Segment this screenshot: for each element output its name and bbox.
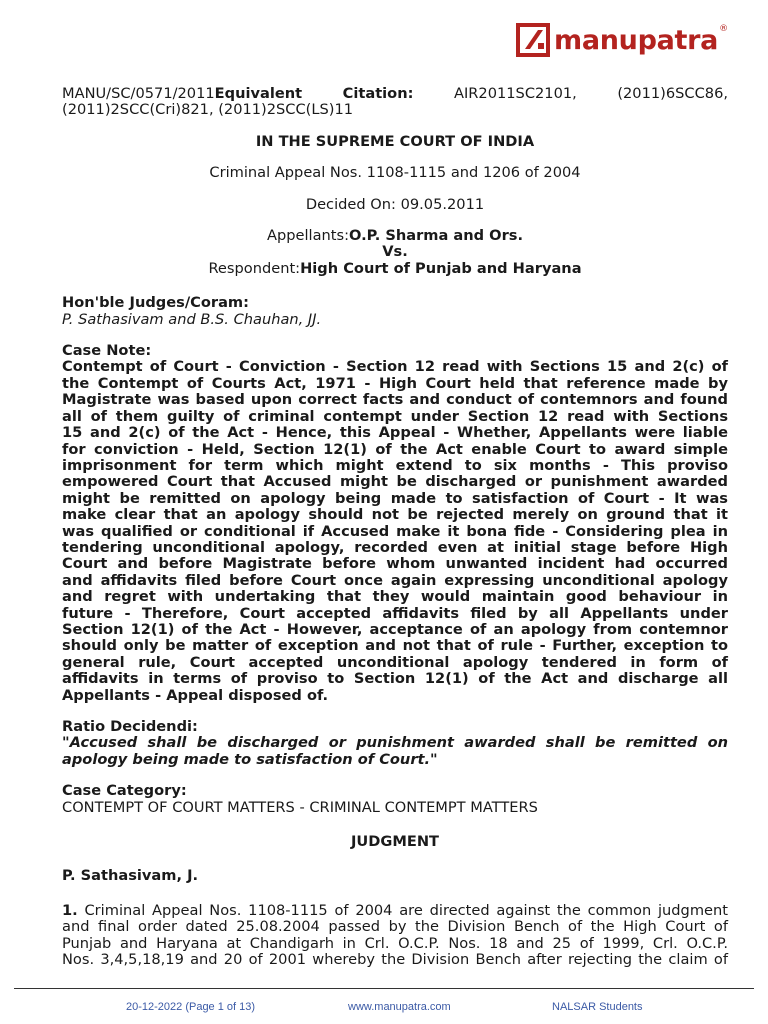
case-note-line: and regret with undertaking that they would maintain good behaviour in [62, 588, 728, 606]
case-note-line: Contempt of Court - Conviction - Section 12 read with Sections 15 and 2(c) of [62, 358, 728, 376]
case-note-line: 15 and 2(c) of the Act - Hence, this Appeal - Whether, Appellants were liable [62, 424, 728, 442]
case-note-line: Section 12(1) of the Act - However, acceptance of an apology from contemnor [62, 620, 728, 638]
footer-licensee: NALSAR Students [552, 1001, 643, 1013]
logo-text: manupatra [554, 24, 719, 56]
case-note-line: Magistrate was based upon correct facts and conduct of contemnors and found [62, 391, 728, 409]
respondent-label: Respondent: [208, 259, 301, 277]
appellants-name: O.P. Sharma and Ors. [349, 227, 523, 245]
case-note-line: for conviction - Held, Section 12(1) of the Act enable Court to award simple [62, 440, 728, 458]
case-category-heading: Case Category: [62, 782, 187, 800]
citation-label: Citation: [342, 85, 414, 102]
manupatra-logo [516, 22, 728, 58]
case-note-line: affidavits in terms of proviso to Section 12(1) of the Act and discharge all [62, 670, 728, 688]
case-note-line: was qualified or conditional if Accused make it bona fide - Considering plea in [62, 522, 728, 540]
case-note-line: and affidavits filed before Court once again expressing unconditional apology [62, 571, 728, 589]
para-number: 1. [62, 901, 78, 919]
registered-mark: ® [719, 24, 729, 34]
para-1-line: and final order dated 25.08.2004 passed by the Division Bench of the High Court of [62, 918, 728, 936]
equivalent-label: Equivalent [214, 85, 303, 102]
appeal-numbers: Criminal Appeal Nos. 1108-1115 and 1206 of 2004 [209, 164, 581, 182]
para-1-line: Punjab and Haryana at Chandigarh in Crl. O.C.P. Nos. 18 and 25 of 1999, Crl. O.C.P. [62, 934, 728, 952]
judges-heading: Hon'ble Judges/Coram: [62, 294, 249, 312]
case-note-line: should only be matter of exception and not that of rule - Further, exception to [62, 637, 728, 655]
case-note-line: make clear that an apology should not be rejected merely on ground that it [62, 506, 728, 524]
ratio-line-1: "Accused shall be discharged or punishment awarded shall be remitted on [62, 734, 728, 752]
case-note-last-line: Appellants - Appeal disposed of. [62, 686, 329, 704]
court-name: IN THE SUPREME COURT OF INDIA [255, 132, 535, 150]
citation-line-1 [62, 86, 728, 102]
manu-id: MANU/SC/0571/2011 [62, 85, 215, 102]
manupatra-logo-icon [516, 23, 550, 57]
appellants-label: Appellants: [267, 227, 350, 245]
footer-website-link[interactable]: www.manupatra.com [348, 1001, 451, 1013]
case-note-line: general rule, Court accepted unconditional apology tendered in form of [62, 653, 728, 671]
para-1-line: Nos. 3,4,5,18,19 and 20 of 2001 whereby the Division Bench after rejecting the claim of [62, 951, 728, 969]
ratio-line-2: apology being made to satisfaction of Court." [62, 750, 438, 768]
para-1-text: Criminal Appeal Nos. 1108-1115 of 2004 are directed against the common judgment [84, 901, 728, 919]
case-note-heading: Case Note: [62, 342, 152, 360]
ratio-heading: Ratio Decidendi: [62, 718, 198, 735]
footer-date-page: 20-12-2022 (Page 1 of 13) [126, 1001, 256, 1013]
case-note-line: imprisonment for term which might extend to six months - This proviso [62, 456, 728, 474]
case-note-line: empowered Court that Accused might be discharged or punishment awarded [62, 473, 728, 491]
case-note-line: future - Therefore, Court accepted affidavits filed by all Appellants under [62, 604, 728, 622]
judges-names: P. Sathasivam and B.S. Chauhan, JJ. [62, 310, 322, 328]
respondent-line [62, 261, 728, 277]
respondent-name: High Court of Punjab and Haryana [300, 259, 582, 277]
appellants-line [62, 228, 728, 244]
case-note-line: tendering unconditional apology, recorded even at initial stage before High [62, 538, 728, 556]
judgment-heading: JUDGMENT [350, 833, 440, 851]
footer-divider [14, 988, 754, 989]
case-note-body [62, 359, 728, 704]
case-category-value: CONTEMPT OF COURT MATTERS - CRIMINAL CONTEMPT MATTERS [62, 798, 538, 816]
citation-refs: AIR2011SC2101, (2011)6SCC86, [453, 85, 728, 102]
case-note-line: might be remitted on apology being made to satisfaction of Court - It was [62, 489, 728, 507]
citation-line-2: (2011)2SCC(Cri)821, (2011)2SCC(LS)11 [62, 101, 354, 119]
versus: Vs. [382, 243, 408, 261]
decided-on: Decided On: 09.05.2011 [305, 195, 485, 213]
judge-byline: P. Sathasivam, J. [62, 867, 199, 885]
case-note-line: the Contempt of Courts Act, 1971 - High Court held that reference made by [62, 374, 728, 392]
para-1-line-1 [62, 903, 728, 919]
case-note-line: Court and before Magistrate before whom unwanted incident had occurred [62, 555, 728, 573]
case-note-line: all of them guilty of criminal contempt under Section 12 read with Sections [62, 407, 728, 425]
document-page [62, 86, 728, 968]
